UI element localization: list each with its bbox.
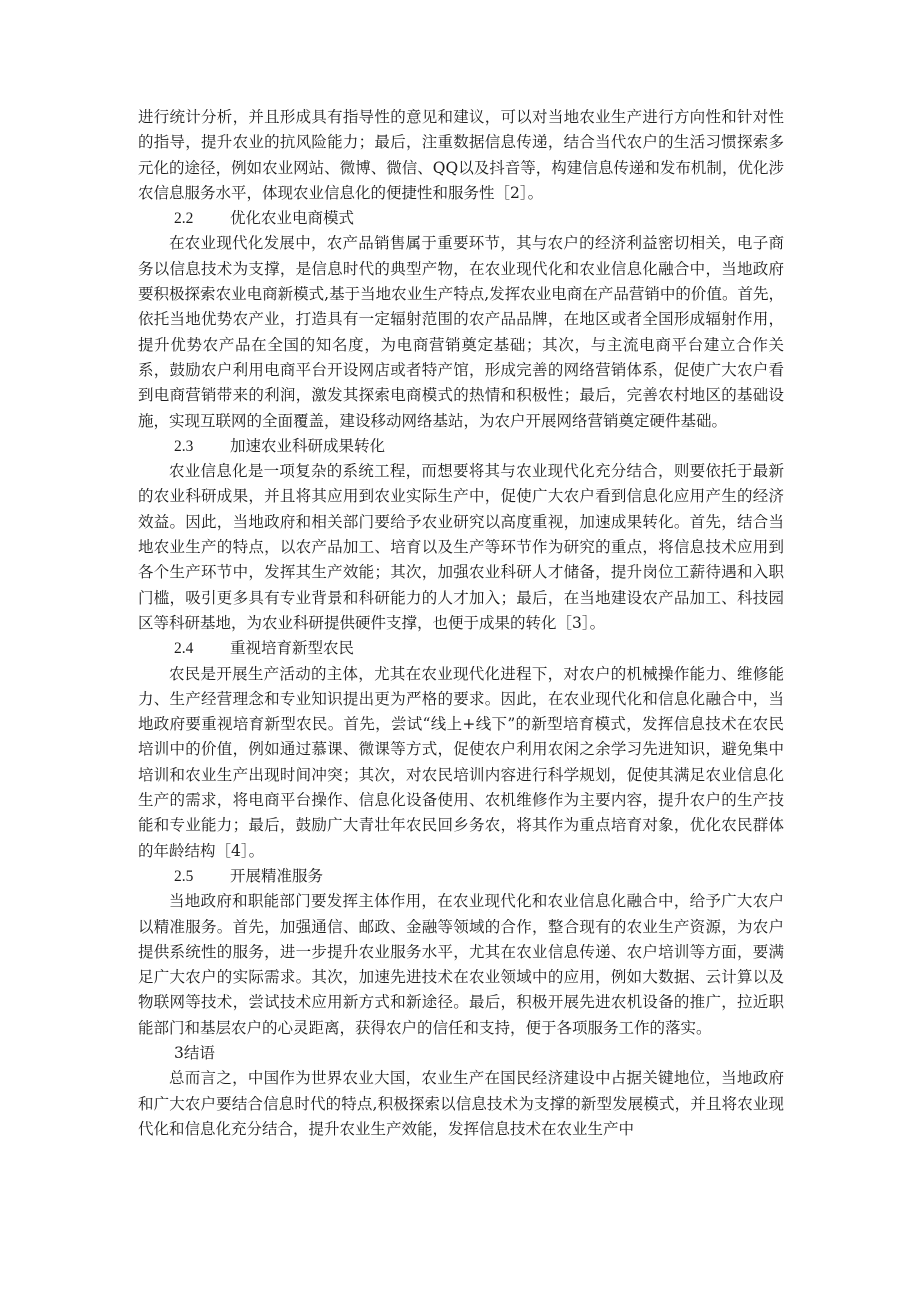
intro-paragraph: 进行统计分析，并且形成具有指导性的意见和建议，可以对当地农业生产进行方向性和针对性的指导，提升农业的抗风险能力；最后，注重数据信息传递，结合当代农户的生活习惯探索多元化的途径，例如农业网站、微博、微信、QQ以及抖音等，构建信息传递和发布机制，优化涉农信息服务水平，体现农业信息化的便捷性和服务性［2］。 [138,108,784,202]
section-number: 2.2 [174,210,194,228]
section-title: 优化农业电商模式 [230,209,355,228]
article-body [138,105,784,1142]
section-heading-2-3 [138,434,784,459]
section-paragraph-2-2: 在农业现代化发展中，农产品销售属于重要环节，其与农户的经济利益密切相关，电子商务以信息技术为支撑，是信息时代的典型产物，在农业现代化和农业信息化融合中，当地政府要积极探索农业电商新模式,基于当地农业生产特点,发挥农业电商在产品营销中的价值。首先，依托当地优势农产业，打造具有一定辐射范围的农产品品牌，在地区或者全国形成辐射作用，提升优势农产品在全国的知名度，为电商营销奠定基础；其次，与主流电商平台建立合作关系，鼓励农户利用电商平台开设网店或者特产馆，形成完善的网络营销体系，促使广大农户看到电商营销带来的利润，激发其探索电商模式的热情和积极性；最后，完善农村地区的基础设施，实现互联网的全面覆盖，建设移动网络基站，为农户开展网络营销奠定硬件基础。 [138,234,784,430]
section-heading-2-4 [138,636,784,661]
section-paragraph-2-3: 农业信息化是一项复杂的系统工程，而想要将其与农业现代化充分结合，则要依托于最新的农业科研成果，并且将其应用到农业实际生产中，促使广大农户看到信息化应用产生的经济效益。因此，当地政府和相关部门要给予农业研究以高度重视，加速成果转化。首先，结合当地农业生产的特点，以农产品加工、培育以及生产等环节作为研究的重点，将信息技术应用到各个生产环节中，发挥其生产效能；其次，加强农业科研人才储备，提升岗位工薪待遇和入职门槛，吸引更多具有专业背景和科研能力的人才加入；最后，在当地建设农产品加工、科技园区等科研基地，为农业科研提供硬件支撑，也便于成果的转化［3］。 [138,462,784,632]
section-number: 2.4 [174,640,194,658]
section-paragraph-2-4: 农民是开展生产活动的主体，尤其在农业现代化进程下，对农户的机械操作能力、维修能力、生产经营理念和专业知识提出更为严格的要求。因此，在农业现代化和信息化融合中，当地政府要重视培育新型农民。首先，尝试“线上+线下”的新型培育模式，发挥信息技术在农民培训中的价值，例如通过慕课、微课等方式，促使农户利用农闲之余学习先进知识，避免集中培训和农业生产出现时间冲突；其次，对农民培训内容进行科学规划，促使其满足农业信息化生产的需求，将电商平台操作、信息化设备使用、农机维修作为主要内容，提升农户的生产技能和专业能力；最后，鼓励广大青壮年农民回乡务农，将其作为重点培育对象，优化农民群体的年龄结构［4］。 [138,664,784,860]
section-title: 开展精准服务 [230,866,324,885]
section-number: 2.5 [174,867,194,885]
section-title: 重视培育新型农民 [230,639,355,658]
section-paragraph-2-5: 当地政府和职能部门要发挥主体作用，在农业现代化和农业信息化融合中，给予广大农户以精准服务。首先，加强通信、邮政、金融等领域的合作，整合现有的农业生产资源，为农户提供系统性的服务，进一步提升农业服务水平，尤其在农业信息传递、农户培训等方面，要满足广大农户的实际需求。其次，加速先进技术在农业领域中的应用，例如大数据、云计算以及物联网等技术，尝试技术应用新方式和新途径。最后，积极开展先进农机设备的推广，拉近职能部门和基层农户的心灵距离，获得农户的信任和支持，便于各项服务工作的落实。 [138,892,784,1037]
conclusion-paragraph: 总而言之，中国作为世界农业大国，农业生产在国民经济建设中占据关键地位，当地政府和广大农户要结合信息时代的特点,积极探索以信息技术为支撑的新型发展模式，并且将农业现代化和信息化充分结合，提升农业生产效能，发挥信息技术在农业生产中 [138,1069,784,1138]
section-heading-2-5 [138,864,784,889]
section-title: 加速农业科研成果转化 [230,436,386,455]
section-number: 2.3 [174,437,194,455]
conclusion-heading: 3结语 [174,1043,215,1062]
section-heading-2-2 [138,206,784,231]
